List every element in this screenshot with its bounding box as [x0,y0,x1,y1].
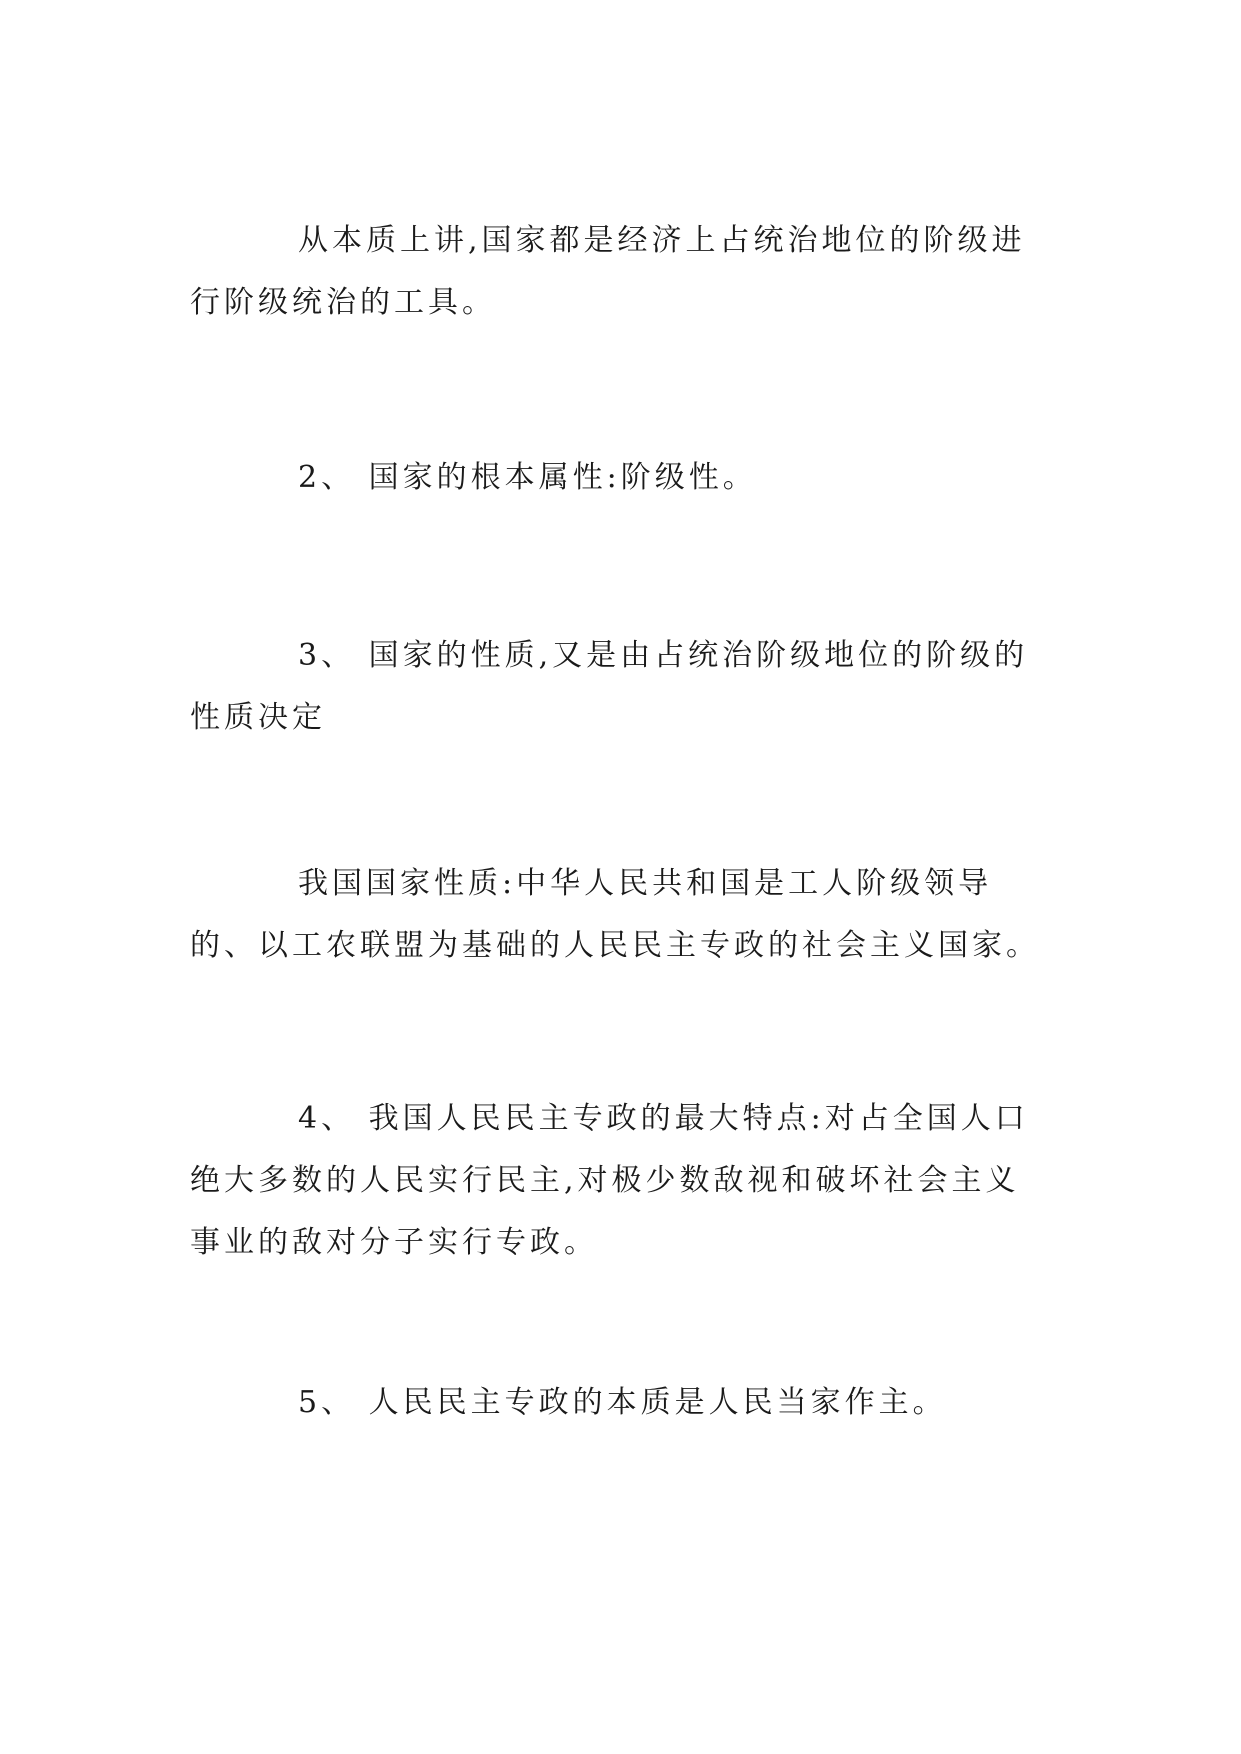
paragraph-item-5: 5、 人民民主专政的本质是人民当家作主。 [298,1385,947,1420]
paragraph-item-3: 3、 国家的性质,又是由占统治阶级地位的阶级的性质决定 [190,638,1029,735]
paragraph-item-4: 4、 我国人民民主专政的最大特点:对占全国人口绝大多数的人民实行民主,对极少数敌视和破坏社会主义事业的敌对分子实行专政。 [190,1101,1029,1260]
paragraph-state-essence: 从本质上讲,国家都是经济上占统治地位的阶级进行阶级统治的工具。 [190,223,1026,320]
paragraph-national-nature: 我国国家性质:中华人民共和国是工人阶级领导的、以工农联盟为基础的人民民主专政的社会主义国家。 [190,866,1040,963]
paragraph-item-2: 2、 国家的根本属性:阶级性。 [298,460,757,495]
